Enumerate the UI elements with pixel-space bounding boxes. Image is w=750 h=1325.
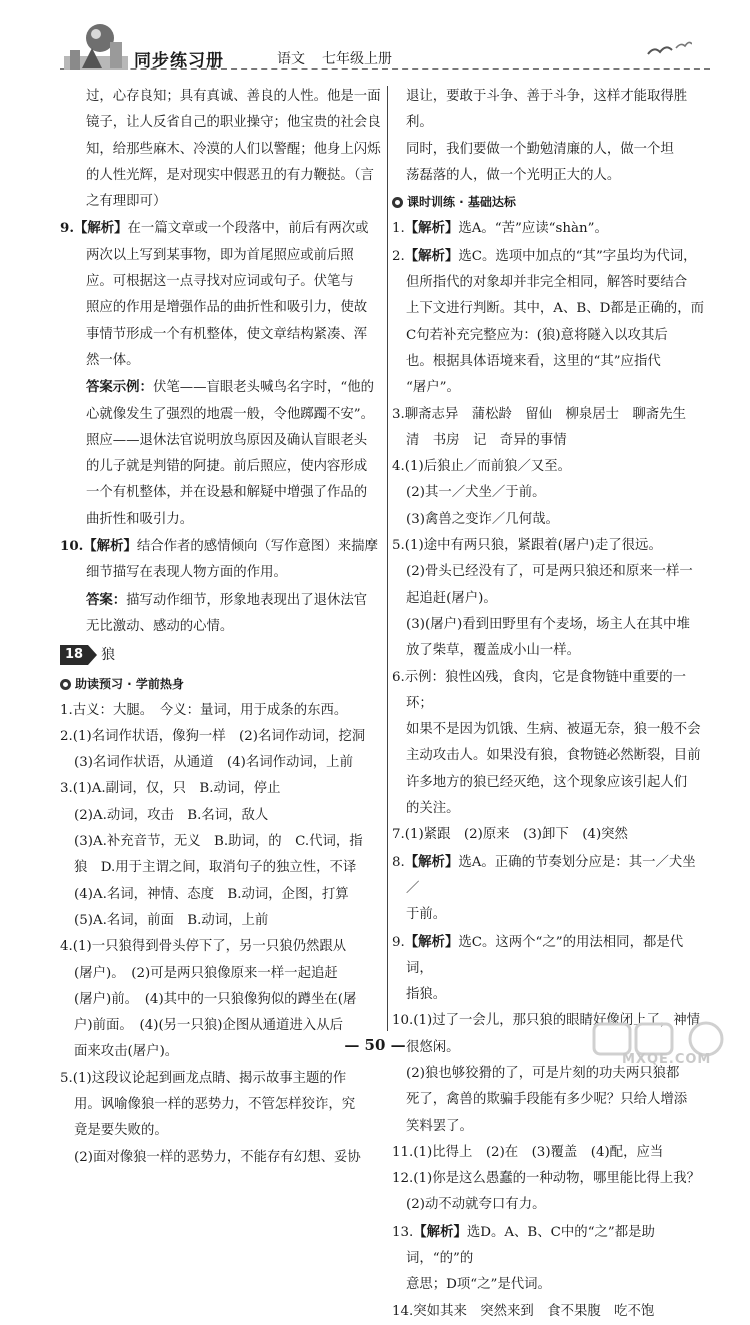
text-line: 同时，我们要做一个勤勉清廉的人，做一个坦 bbox=[406, 141, 674, 157]
label-bold: 【解析】 bbox=[413, 1223, 467, 1240]
grade-label: 七年级上册 bbox=[322, 51, 392, 67]
text-line: 指狼。 bbox=[406, 987, 447, 1003]
text-line bbox=[60, 533, 382, 560]
column-divider bbox=[387, 86, 388, 1031]
text-line: (屠户)前。 (4)其中的一只狼像狗似的蹲坐在(屠 bbox=[74, 991, 357, 1007]
chevron-right-icon bbox=[88, 645, 97, 665]
text-line: 用。讽喻像狼一样的恶势力，不管怎样狡诈，究 bbox=[74, 1096, 356, 1112]
subject-label: 语文 bbox=[277, 51, 305, 67]
text-line: (2)骨头已经没有了，可是两只狼还和原来一样一 bbox=[406, 564, 693, 580]
text-line: 2.(1)名词作状语，像狗一样 (2)名词作动词，挖洞 bbox=[60, 728, 366, 744]
exercise-subheading-text: 课时训练 · 基础达标 bbox=[407, 195, 516, 210]
label-bold: 【解析】 bbox=[404, 220, 459, 237]
answers-block-17 bbox=[60, 84, 382, 640]
bullet-icon bbox=[392, 197, 403, 208]
answers-block-continued bbox=[392, 84, 706, 189]
text-line: 4.(1)后狼止／而前狼／又至。 bbox=[392, 459, 572, 475]
text-line: 知，给那些麻木、冷漠的人们以警醒；他身上闪烁 bbox=[86, 141, 381, 157]
line-prefix: 13. bbox=[392, 1224, 414, 1240]
text-line: 荡磊落的人，做一个光明正大的人。 bbox=[406, 167, 621, 183]
text-line: (2)面对像狼一样的恶势力，不能存有幻想、妥协 bbox=[74, 1149, 361, 1165]
line-rest: 伏笔——盲眼老头喊鸟名字时，“他的 bbox=[152, 380, 375, 396]
text-line: (4)A.名词，神情、态度 B.动词，企图，打算 bbox=[74, 886, 349, 902]
text-line: (3)名词作状语，从通道 (4)名词作动词，上前 bbox=[74, 755, 353, 771]
text-line: (2)狼也够狡猾的了，可是片刻的功夫两只狼都 bbox=[406, 1065, 680, 1081]
text-line: 如果不是因为饥饿、生病、被逼无奈，狼一般不会 bbox=[406, 722, 701, 738]
preview-subheading bbox=[60, 671, 382, 697]
line-rest: 选A。“苦”应读“shàn”。 bbox=[458, 221, 608, 237]
text-line: 退让，要敢于斗争、善于斗争，这样才能取得胜利。 bbox=[406, 89, 688, 131]
text-line: 清 书房 记 奇异的事情 bbox=[406, 432, 567, 448]
line-prefix: 1. bbox=[392, 221, 405, 237]
page-header bbox=[0, 0, 750, 86]
text-line: 14.突如其来 突然来到 食不果腹 吃不饱 bbox=[392, 1303, 655, 1319]
text-line: C句若补充完整应为：(狼)意将隧入以攻其后 bbox=[406, 327, 668, 343]
text-line: 曲折性和吸引力。 bbox=[86, 511, 194, 527]
text-line: 的人性光辉，是对现实中假恶丑的有力鞭挞。（言 bbox=[86, 167, 374, 183]
text-line: 的关注。 bbox=[406, 801, 460, 817]
text-line: 照应的作用是增强作品的曲折性和吸引力，使故 bbox=[86, 300, 368, 316]
text-line: 一个有机整体，并在设悬和解疑中增强了作品的 bbox=[86, 485, 368, 501]
line-prefix: 8. bbox=[392, 854, 405, 870]
book-title: 同步练习册 bbox=[134, 51, 224, 71]
line-rest: 选D。A、B、C中的“之”都是助词，“的”的 bbox=[406, 1224, 655, 1267]
label-bold: 答案示例： bbox=[86, 379, 153, 396]
text-line: (2)动不动就夸口有力。 bbox=[406, 1197, 546, 1213]
line-rest: 结合作者的感情倾向（写作意图）来揣摩 bbox=[136, 539, 378, 555]
line-rest: 描写动作细节，形象地表现出了退休法官 bbox=[126, 592, 368, 608]
book-emblem-icon bbox=[62, 20, 130, 72]
text-line: 1.古义：大腿。 今义：量词，用于成条的东西。 bbox=[60, 702, 348, 718]
text-line bbox=[60, 587, 382, 614]
label-bold: 【解析】 bbox=[404, 853, 459, 870]
text-line: (2)A.动词，攻击 B.名词，敌人 bbox=[74, 807, 269, 823]
text-line: 户)前面。 (4)(另一只狼)企图从通道进入从后 bbox=[74, 1018, 343, 1034]
text-line: 起追赶(屠户)。 bbox=[406, 590, 497, 606]
right-column bbox=[392, 84, 706, 1325]
text-line: 3.聊斋志异 蒲松龄 留仙 柳泉居士 聊斋先生 bbox=[392, 406, 686, 422]
birds-icon bbox=[646, 40, 692, 62]
text-line: 主动攻击人。如果没有狼，食物链必然断裂，目前 bbox=[406, 748, 701, 764]
exercise-subheading bbox=[392, 189, 706, 215]
text-line bbox=[392, 929, 706, 983]
text-line: 之有理即可） bbox=[86, 194, 167, 210]
text-line: 3.(1)A.副词，仅，只 B.动词，停止 bbox=[60, 781, 281, 797]
label-bold: 9.【解析】 bbox=[60, 220, 128, 237]
text-line: 然一体。 bbox=[86, 352, 140, 368]
text-line bbox=[60, 215, 382, 242]
text-line: 无比激动、感动的心情。 bbox=[86, 618, 234, 634]
text-line: 过，心存良知；具有真诚、善良的人性。他是一面 bbox=[86, 89, 381, 104]
text-line: 上下文进行判断。其中，A、B、D都是正确的，而 bbox=[406, 301, 705, 317]
text-line: 7.(1)紧跟 (2)原来 (3)卸下 (4)突然 bbox=[392, 827, 628, 843]
text-line: 很悠闲。 bbox=[406, 1039, 460, 1055]
text-line: 笑料罢了。 bbox=[406, 1118, 473, 1134]
text-line: 5.(1)这段议论起到画龙点睛、揭示故事主题的作 bbox=[60, 1070, 347, 1086]
text-line: 但所指代的对象却并非完全相同，解答时要结合 bbox=[406, 275, 688, 291]
line-rest: 选C。这两个“之”的用法相同，都是代词， bbox=[406, 934, 684, 976]
lesson-number: 18 bbox=[60, 645, 88, 665]
text-line: (屠户)。 (2)可是两只狼像原来一样一起追赶 bbox=[74, 965, 338, 981]
text-line: 11.(1)比得上 (2)在 (3)覆盖 (4)配，应当 bbox=[392, 1144, 664, 1160]
text-line bbox=[392, 1219, 706, 1273]
text-line: 意思；D项“之”是代词。 bbox=[406, 1277, 551, 1293]
label-bold: 答案： bbox=[86, 591, 127, 608]
text-line: 放了柴草，覆盖成小山一样。 bbox=[406, 643, 581, 659]
text-line: 面来攻击(屠户)。 bbox=[74, 1044, 179, 1060]
label-bold: 10.【解析】 bbox=[60, 538, 137, 555]
answers-block-18-exercise bbox=[392, 215, 706, 1324]
text-line: 10.(1)过了一会儿，那只狼的眼睛好像闭上了，神情 bbox=[392, 1013, 701, 1029]
answers-block-18-preview bbox=[60, 698, 382, 1171]
text-line: 也。根据具体语境来看，这里的“其”应指代 bbox=[406, 353, 661, 369]
text-line: 应。可根据这一点寻找对应词或句子。伏笔与 bbox=[86, 274, 354, 290]
text-line: 的儿子就是判错的阿捷。前后照应，使内容形成 bbox=[86, 459, 368, 475]
text-line: 狼 D.用于主谓之间，取消句子的独立性，不译 bbox=[74, 860, 357, 876]
text-line: 死了，禽兽的欺骗手段能有多少呢？只给人增添 bbox=[406, 1092, 688, 1108]
page-number: — 50 — bbox=[344, 1036, 406, 1054]
watermark-url: MXQE.COM bbox=[622, 1052, 712, 1067]
lesson-title: 狼 bbox=[101, 647, 116, 664]
left-column bbox=[60, 84, 382, 1171]
text-line: 4.(1)一只狼得到骨头停下了，另一只狼仍然跟从 bbox=[60, 939, 347, 955]
text-line: 事情节形成一个有机整体，使文章结构紧凑、浑 bbox=[86, 326, 368, 342]
text-line: (3)(屠户)看到田野里有个麦场，场主人在其中堆 bbox=[406, 616, 690, 632]
text-line: (2)其一／犬坐／于前。 bbox=[406, 485, 546, 501]
text-line: (5)A.名词，前面 B.动词，上前 bbox=[74, 912, 269, 928]
text-line: 许多地方的狼已经灭绝，这个现象应该引起人们 bbox=[406, 774, 688, 790]
label-bold: 【解析】 bbox=[404, 933, 459, 950]
text-line: 两次以上写到某事物，即为首尾照应或前后照 bbox=[86, 247, 354, 263]
text-line: 镜子，让人反省自己的职业操守；他宝贵的社会良 bbox=[86, 115, 381, 131]
line-prefix: 2. bbox=[392, 248, 405, 264]
text-line: (3)禽兽之变诈／几何哉。 bbox=[406, 511, 559, 527]
text-line: “屠户”。 bbox=[406, 380, 460, 396]
line-rest: 在一篇文章或一个段落中，前后有两次或 bbox=[127, 221, 369, 237]
text-line bbox=[60, 374, 382, 401]
line-rest: 选A。正确的节奏划分应是：其一／犬坐／ bbox=[406, 854, 696, 896]
lesson-heading bbox=[60, 643, 382, 667]
text-line: 5.(1)途中有两只狼，紧跟着(屠户)走了很远。 bbox=[392, 538, 662, 554]
line-rest: 选C。选项中加点的“其”字虽均为代词， bbox=[458, 248, 697, 264]
preview-subheading-text: 助读预习 · 学前热身 bbox=[75, 677, 184, 692]
text-line: 于前。 bbox=[406, 907, 447, 923]
text-line bbox=[392, 243, 706, 270]
text-line: (3)A.补充音节，无义 B.助词，的 C.代词，指 bbox=[74, 834, 363, 850]
line-prefix: 9. bbox=[392, 934, 405, 950]
label-bold: 【解析】 bbox=[404, 247, 459, 264]
bullet-icon bbox=[60, 679, 71, 690]
text-line bbox=[392, 215, 706, 242]
text-line: 6.示例：狼性凶残，食肉，它是食物链中重要的一环； bbox=[392, 669, 686, 711]
text-line: 照应——退休法官说明放鸟原因及确认盲眼老头 bbox=[86, 432, 368, 448]
text-line: 12.(1)你是这么愚蠢的一种动物，哪里能比得上我？ bbox=[392, 1171, 701, 1187]
text-line bbox=[392, 849, 706, 903]
text-line: 细节描写在表现人物方面的作用。 bbox=[86, 565, 287, 581]
text-line: 心就像发生了强烈的地震一般，令他踯躅不安”。 bbox=[86, 406, 375, 422]
text-line: 竟是要失败的。 bbox=[74, 1123, 168, 1139]
